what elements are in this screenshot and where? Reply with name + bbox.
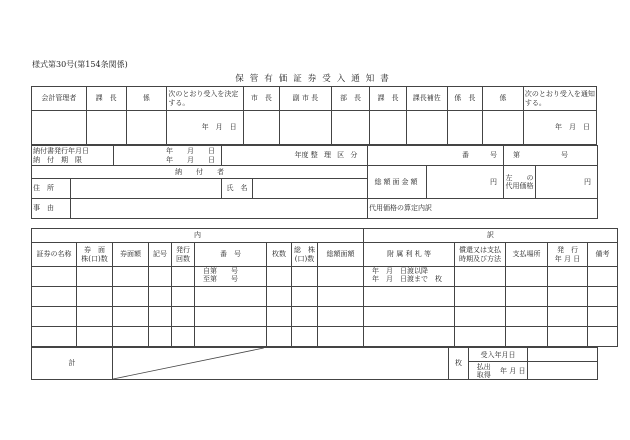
table-row[interactable]: [32, 307, 618, 327]
total-diagonal-cell: [113, 348, 449, 380]
seal-box[interactable]: [243, 111, 280, 145]
issue-date-label: 納付書発行年月日: [33, 147, 89, 156]
number-range[interactable]: [195, 267, 267, 287]
table-row[interactable]: [32, 287, 618, 307]
details-right-header: 訳: [364, 229, 618, 243]
seal-box[interactable]: [32, 111, 87, 145]
col-remarks: 備考: [588, 243, 618, 267]
section-chief-header: 課 長: [86, 87, 126, 111]
form-number: 様式第30号(第154条関係): [32, 60, 128, 69]
number-from: 自第 号: [203, 267, 238, 275]
col-shares: 券 面 株(口)数: [77, 243, 113, 267]
details-column-headers: [32, 243, 618, 267]
clerk-header: 係: [126, 87, 167, 111]
decision-date: 年 月 日: [167, 111, 243, 145]
accounting-manager-header: 会計管理者: [32, 87, 87, 111]
col-security-name: 証券の名称: [32, 243, 77, 267]
seal-box[interactable]: [331, 111, 370, 145]
seal-box[interactable]: [280, 111, 332, 145]
payout-value[interactable]: [528, 362, 598, 380]
substitute-label: 左 の 代用価格: [504, 166, 536, 199]
receipt-notice: 次のとおり受入を通知する。: [523, 87, 596, 111]
go-label: 号: [561, 151, 568, 160]
document-title: 保管有価証券受入通知書: [235, 74, 395, 84]
substitute-value[interactable]: 円: [536, 166, 598, 199]
col-number: 番 号: [195, 243, 267, 267]
table-row[interactable]: [32, 327, 618, 347]
col-sheets: 枚数: [267, 243, 292, 267]
received-label: 受入年月日: [469, 348, 528, 362]
unit-chief-header: 係 長: [447, 87, 482, 111]
issue-due-labels: [32, 146, 114, 166]
name-value[interactable]: [253, 179, 368, 199]
payer-header: 納 付 者: [32, 166, 368, 179]
valuation-label: 代用価格の算定内訳: [369, 204, 432, 213]
address-label: 住 所: [32, 179, 71, 199]
payer-table: [31, 145, 598, 219]
mayor-header: 市 長: [243, 87, 280, 111]
address-value[interactable]: [71, 179, 222, 199]
col-face-value: 券面額: [113, 243, 149, 267]
seal-box[interactable]: [370, 111, 407, 145]
sheets-label: 枚: [449, 348, 469, 380]
col-symbol: 記号: [149, 243, 172, 267]
details-table: [31, 228, 618, 347]
decision-notice: 次のとおり受入を決定する。: [167, 87, 243, 111]
seal-box[interactable]: [483, 111, 524, 145]
name-label: 氏 名: [222, 179, 253, 199]
department-head-header: 部 長: [331, 87, 370, 111]
col-redemption: 償還又は支払 時期及び方法: [455, 243, 506, 267]
coupon-from: 年 月 日渡以降: [372, 267, 429, 275]
issue-date-value: 年 月 日: [166, 147, 215, 156]
diagonal-line: [113, 348, 448, 379]
reason-value[interactable]: [71, 199, 368, 219]
dai-label: 第: [513, 151, 520, 160]
reason-label: 事 由: [32, 199, 71, 219]
col-total-shares: 総 株 (口)数: [292, 243, 318, 267]
col-issue-count: 発行 回数: [172, 243, 195, 267]
seal-box[interactable]: [86, 111, 126, 145]
number-cell[interactable]: 番 号: [368, 146, 504, 166]
deputy-mayor-header: 副 市 長: [280, 87, 332, 111]
division-chief-header: 課 長: [370, 87, 407, 111]
payment-due-value: 年 月 日: [166, 155, 215, 164]
assistant-chief-header: 課長補佐: [406, 87, 447, 111]
col-issue-date: 発 行 年 月 日: [548, 243, 588, 267]
seal-box[interactable]: [126, 111, 167, 145]
coupon-range[interactable]: [364, 267, 455, 287]
blank-cell[interactable]: [222, 146, 294, 166]
control-category-label: 整 理 区 分: [310, 151, 360, 160]
register-number-cell[interactable]: [504, 146, 598, 166]
col-coupons: 附 属 利 札 等: [364, 243, 455, 267]
col-total-face: 総額面額: [318, 243, 364, 267]
total-face-value[interactable]: 円: [427, 166, 504, 199]
total-table: [31, 347, 598, 380]
fiscal-year-suffix: 年度: [294, 151, 309, 160]
valuation-cell[interactable]: [368, 199, 598, 219]
number-to: 至第 号: [203, 275, 238, 284]
coupon-to: 年 月 日渡まで 枚: [372, 275, 443, 284]
table-row[interactable]: [32, 267, 618, 287]
received-value[interactable]: [528, 348, 598, 362]
seal-box[interactable]: [406, 111, 447, 145]
total-label: 計: [32, 348, 113, 380]
issue-due-dates[interactable]: [114, 146, 222, 166]
approval-table: [31, 86, 597, 145]
seal-box[interactable]: [447, 111, 482, 145]
control-category-cell: [294, 146, 368, 166]
payout-date: 年 月 日: [499, 362, 528, 380]
notice-date: 年 月 日: [523, 111, 596, 145]
total-face-label: 総額面金額: [368, 166, 427, 199]
payment-due-label: 納 付 期 限: [33, 155, 82, 164]
details-left-header: 内: [32, 229, 364, 243]
payout-label: 払出 取得: [469, 362, 499, 380]
staff-header: 係: [483, 87, 524, 111]
col-payment-place: 支払場所: [506, 243, 548, 267]
